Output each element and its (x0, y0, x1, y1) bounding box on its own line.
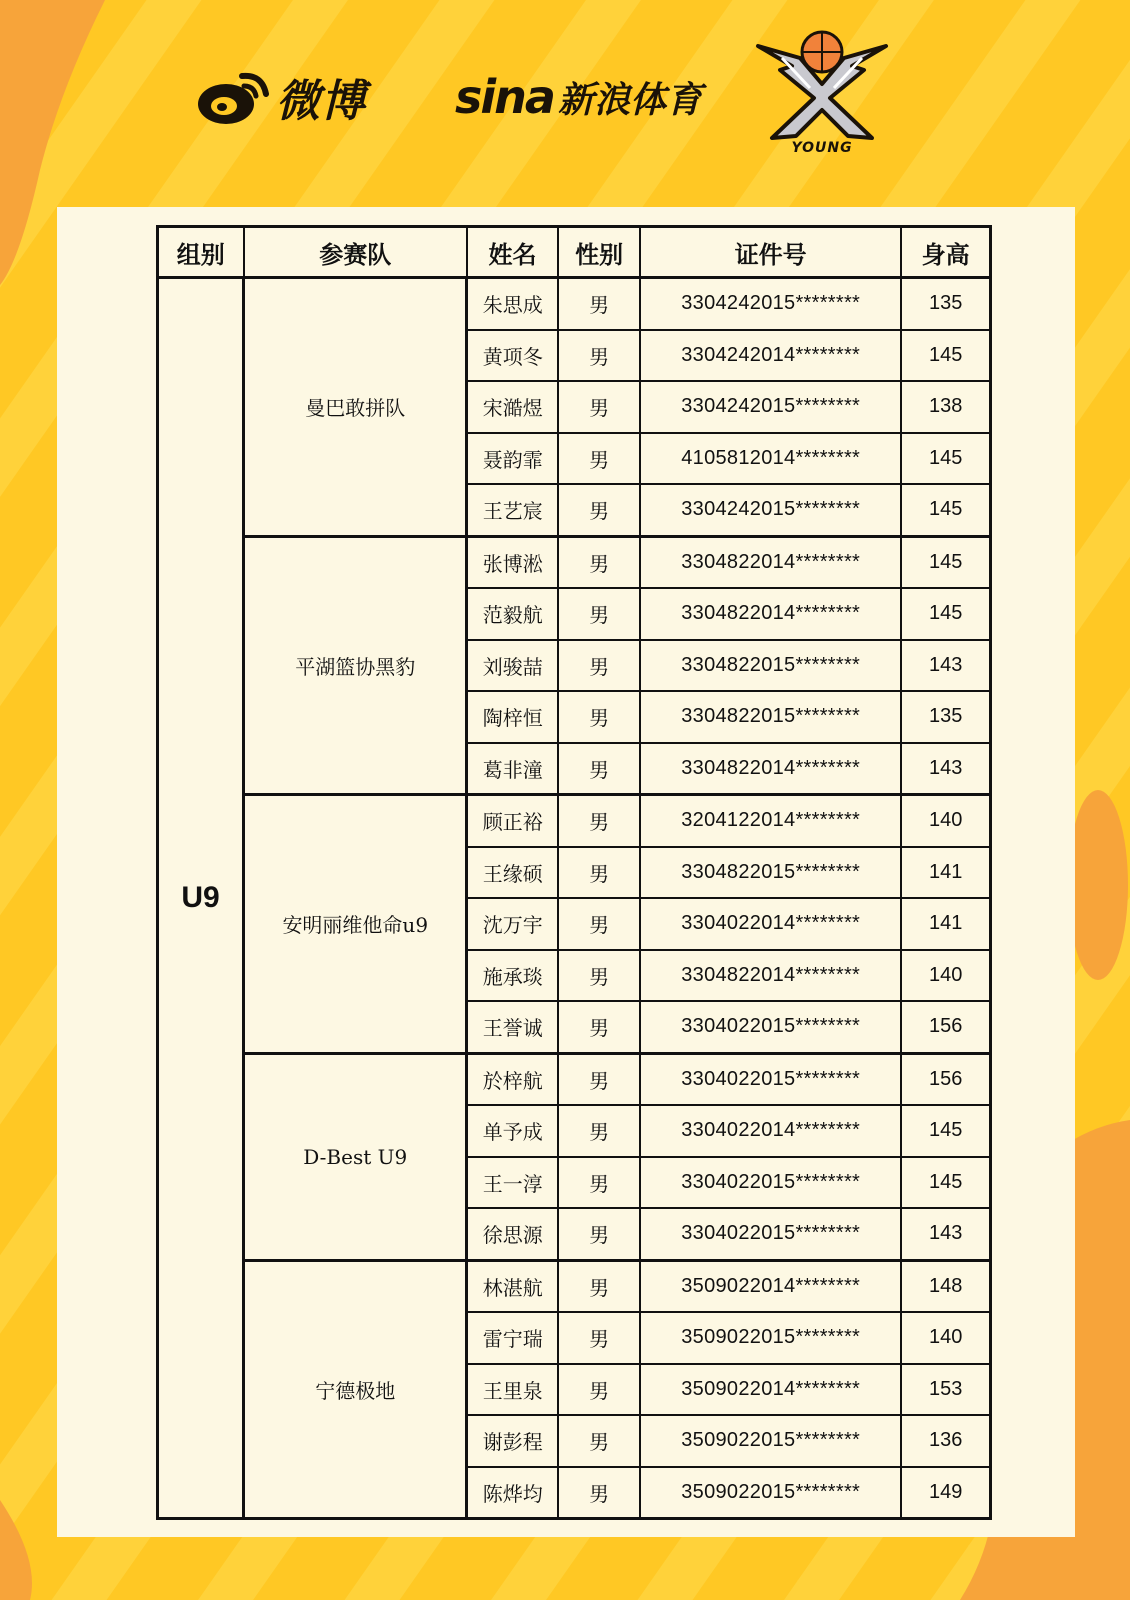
player-gender: 男 (558, 536, 640, 588)
player-gender: 男 (558, 433, 640, 485)
player-id: 3304822015******** (640, 847, 901, 899)
player-name: 沈万宇 (467, 898, 558, 950)
roster-table (156, 225, 992, 1520)
player-name: 朱思成 (467, 278, 558, 330)
player-id: 3304822014******** (640, 588, 901, 640)
player-gender: 男 (558, 330, 640, 382)
basketball-x-emblem-icon (752, 28, 892, 143)
player-id: 3304022014******** (640, 1105, 901, 1157)
player-name: 谢彭程 (467, 1415, 558, 1467)
table-header-row (158, 227, 991, 278)
player-id: 3304242015******** (640, 278, 901, 330)
player-id: 3509022015******** (640, 1312, 901, 1364)
sina-sports-logo (455, 62, 702, 132)
player-name: 雷宁瑞 (467, 1312, 558, 1364)
player-id: 3304822015******** (640, 640, 901, 692)
player-id: 4105812014******** (640, 433, 901, 485)
player-gender: 男 (558, 847, 640, 899)
player-id: 3509022014******** (640, 1364, 901, 1416)
team-name-cell: 曼巴敢拼队 (244, 278, 467, 537)
player-height: 135 (901, 278, 990, 330)
player-height: 148 (901, 1260, 990, 1312)
player-height: 140 (901, 950, 990, 1002)
player-gender: 男 (558, 950, 640, 1002)
player-name: 聂韵霏 (467, 433, 558, 485)
header (0, 0, 1130, 200)
player-gender: 男 (558, 484, 640, 536)
player-height: 145 (901, 433, 990, 485)
player-id: 3304022015******** (640, 1208, 901, 1260)
player-height: 156 (901, 1053, 990, 1105)
column-header-group: 组别 (158, 227, 244, 278)
player-id: 3304022015******** (640, 1001, 901, 1053)
player-gender: 男 (558, 743, 640, 795)
team-name-cell: 平湖篮协黑豹 (244, 536, 467, 795)
player-name: 於梓航 (467, 1053, 558, 1105)
player-name: 范毅航 (467, 588, 558, 640)
player-gender: 男 (558, 898, 640, 950)
table-row (158, 795, 991, 847)
player-gender: 男 (558, 381, 640, 433)
player-id: 3304022015******** (640, 1157, 901, 1209)
player-name: 王缘硕 (467, 847, 558, 899)
player-height: 145 (901, 484, 990, 536)
column-header-gender: 性别 (558, 227, 640, 278)
young-label: YOUNG (791, 140, 853, 156)
player-gender: 男 (558, 1312, 640, 1364)
player-name: 黄项冬 (467, 330, 558, 382)
player-name: 陶梓恒 (467, 691, 558, 743)
sina-mark: sina (455, 70, 554, 124)
player-height: 145 (901, 330, 990, 382)
player-height: 149 (901, 1467, 990, 1519)
player-height: 138 (901, 381, 990, 433)
player-id: 3304822014******** (640, 536, 901, 588)
player-id: 3304822014******** (640, 743, 901, 795)
player-height: 141 (901, 847, 990, 899)
player-height: 135 (901, 691, 990, 743)
player-gender: 男 (558, 795, 640, 847)
player-name: 王誉诚 (467, 1001, 558, 1053)
player-gender: 男 (558, 1467, 640, 1519)
player-height: 145 (901, 536, 990, 588)
weibo-label: 微博 (276, 76, 366, 127)
player-name: 王一淳 (467, 1157, 558, 1209)
player-height: 143 (901, 1208, 990, 1260)
player-height: 141 (901, 898, 990, 950)
table-body (158, 278, 991, 1519)
player-name: 陈烨均 (467, 1467, 558, 1519)
player-id: 3509022015******** (640, 1467, 901, 1519)
player-name: 施承琰 (467, 950, 558, 1002)
player-name: 刘骏喆 (467, 640, 558, 692)
player-height: 136 (901, 1415, 990, 1467)
player-gender: 男 (558, 1260, 640, 1312)
table-row (158, 278, 991, 330)
table-row (158, 1260, 991, 1312)
player-height: 143 (901, 743, 990, 795)
player-id: 3304242015******** (640, 484, 901, 536)
player-id: 3304822014******** (640, 950, 901, 1002)
player-gender: 男 (558, 278, 640, 330)
player-height: 145 (901, 1157, 990, 1209)
player-id: 3509022015******** (640, 1415, 901, 1467)
player-gender: 男 (558, 1364, 640, 1416)
player-id: 3204122014******** (640, 795, 901, 847)
player-height: 145 (901, 588, 990, 640)
player-gender: 男 (558, 1208, 640, 1260)
player-name: 宋澔煜 (467, 381, 558, 433)
young-logo (752, 28, 892, 162)
player-name: 王艺宸 (467, 484, 558, 536)
weibo-eye-icon (196, 66, 272, 128)
player-gender: 男 (558, 1415, 640, 1467)
player-name: 王里泉 (467, 1364, 558, 1416)
player-id: 3509022014******** (640, 1260, 901, 1312)
player-name: 张博淞 (467, 536, 558, 588)
player-height: 140 (901, 1312, 990, 1364)
weibo-logo (196, 62, 366, 132)
player-gender: 男 (558, 691, 640, 743)
orange-blob-right (1068, 790, 1128, 980)
table-row (158, 1053, 991, 1105)
player-height: 145 (901, 1105, 990, 1157)
player-id: 3304022015******** (640, 1053, 901, 1105)
player-name: 顾正裕 (467, 795, 558, 847)
team-name-cell: 安明丽维他命u9 (244, 795, 467, 1054)
team-name-cell: D-Best U9 (244, 1053, 467, 1260)
player-height: 143 (901, 640, 990, 692)
player-height: 153 (901, 1364, 990, 1416)
player-id: 3304242014******** (640, 330, 901, 382)
player-height: 140 (901, 795, 990, 847)
team-name-cell: 宁德极地 (244, 1260, 467, 1519)
player-id: 3304822015******** (640, 691, 901, 743)
player-name: 徐思源 (467, 1208, 558, 1260)
player-gender: 男 (558, 1001, 640, 1053)
group-cell: U9 (158, 278, 244, 1519)
column-header-name: 姓名 (467, 227, 558, 278)
column-header-height: 身高 (901, 227, 990, 278)
player-gender: 男 (558, 1157, 640, 1209)
player-gender: 男 (558, 1053, 640, 1105)
player-gender: 男 (558, 588, 640, 640)
player-id: 3304242015******** (640, 381, 901, 433)
player-gender: 男 (558, 1105, 640, 1157)
column-header-id: 证件号 (640, 227, 901, 278)
player-gender: 男 (558, 640, 640, 692)
player-height: 156 (901, 1001, 990, 1053)
column-header-team: 参赛队 (244, 227, 467, 278)
player-name: 林湛航 (467, 1260, 558, 1312)
player-name: 葛非潼 (467, 743, 558, 795)
sina-sports-label: 新浪体育 (557, 79, 702, 121)
player-id: 3304022014******** (640, 898, 901, 950)
player-name: 单予成 (467, 1105, 558, 1157)
table-row (158, 536, 991, 588)
